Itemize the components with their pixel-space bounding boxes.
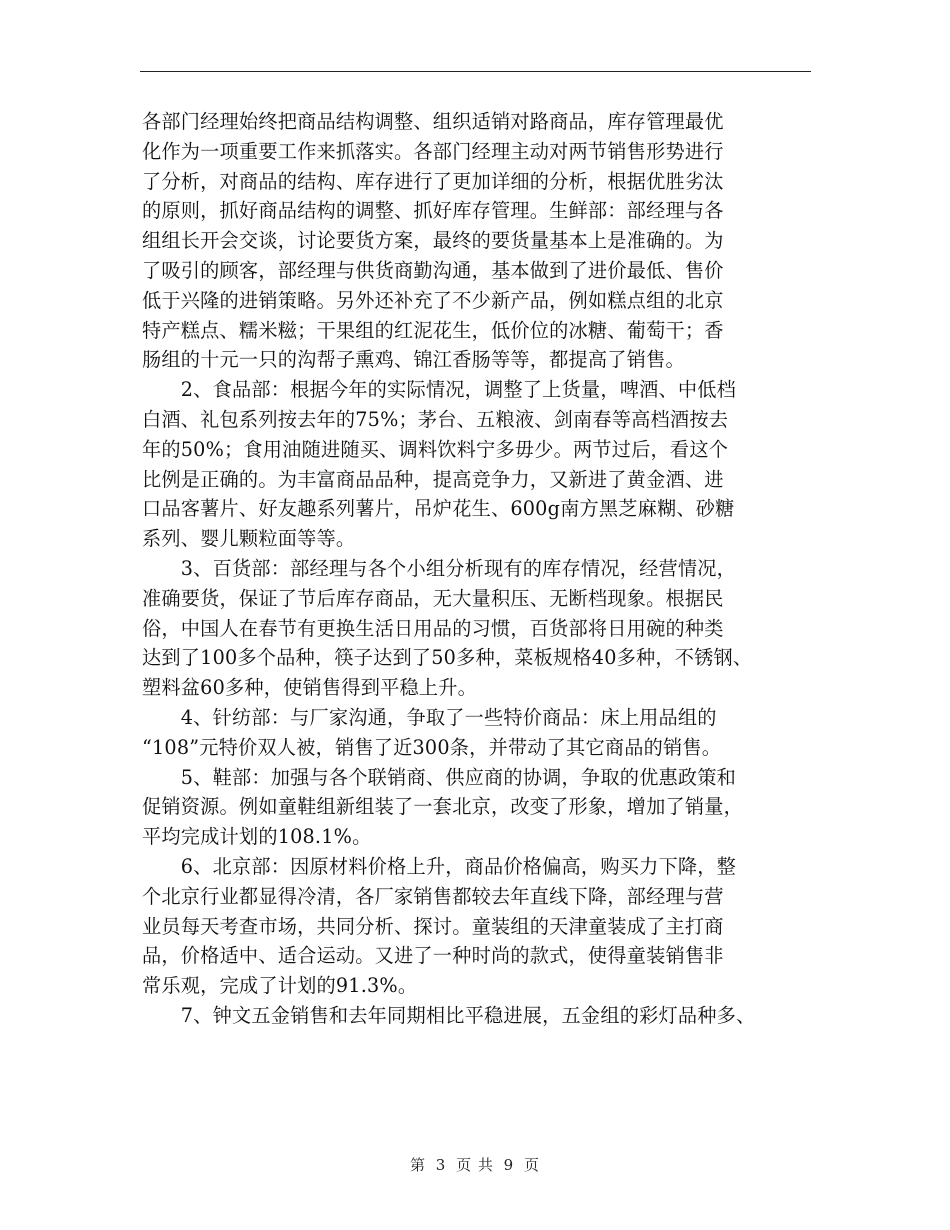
header-rule (140, 71, 811, 72)
text-line: 年的50%；食用油随进随买、调料饮料宁多毋少。两节过后，看这个 (142, 437, 729, 461)
text-line: 业员每天考查市场，共同分析、探讨。童装组的天津童装成了主打商 (142, 914, 724, 938)
text-line: 4、针纺部：与厂家沟通，争取了一些特价商品：床上用品组的 (142, 705, 717, 729)
text-line: 俗，中国人在春节有更换生活日用品的习惯，百货部将日用碗的种类 (142, 616, 724, 640)
page-total: 9 (503, 1156, 515, 1174)
text-line: 6、北京部：因原材料价格上升，商品价格偏高，购买力下降，整 (142, 854, 737, 878)
text-line: 7、钟文五金销售和去年同期相比平稳进展，五金组的彩灯品种多、 (142, 1003, 756, 1027)
text-line: 品，价格适中、适合运动。又进了一种时尚的款式，使得童装销售非 (142, 944, 724, 968)
text-line: 化作为一项重要工作来抓落实。各部门经理主动对两节销售形势进行 (142, 139, 724, 163)
text-line: 组组长开会交谈，讨论要货方案，最终的要货量基本上是准确的。为 (142, 229, 724, 253)
text-line: 2、食品部：根据今年的实际情况，调整了上货量，啤酒、中低档 (142, 378, 737, 402)
text-line: 特产糕点、糯米糍；干果组的红泥花生，低价位的冰糖、葡萄干；香 (142, 318, 724, 342)
text-line: 达到了100多个品种，筷子达到了50多种，菜板规格40多种，不锈钢、 (142, 646, 753, 670)
text-line: 低于兴隆的进销策略。另外还补充了不少新产品，例如糕点组的北京 (142, 288, 724, 312)
page-label-suffix: 页 (524, 1156, 541, 1174)
text-line: 常乐观，完成了计划的91.3%。 (142, 974, 418, 998)
text-line: 平均完成计划的108.1%。 (142, 825, 372, 849)
page-label-mid: 页 共 (456, 1156, 494, 1174)
text-line: 促销资源。例如童鞋组新组装了一套北京，改变了形象，增加了销量， (142, 795, 744, 819)
text-line: 准确要货，保证了节后库存商品，无大量积压、无断档现象。根据民 (142, 586, 724, 610)
text-line: 各部门经理始终把商品结构调整、组织适销对路商品，库存管理最优 (142, 110, 724, 133)
text-line: 个北京行业都显得冷清，各厂家销售都较去年直线下降，部经理与营 (142, 884, 724, 908)
text-line: 系列、婴儿颗粒面等等。 (142, 527, 356, 551)
page-current: 3 (435, 1156, 447, 1174)
text-line: 的原则，抓好商品结构的调整、抓好库存管理。生鲜部：部经理与各 (142, 199, 724, 223)
text-line: 5、鞋部：加强与各个联销商、供应商的协调，争取的优惠政策和 (142, 765, 737, 789)
text-line: 白酒、礼包系列按去年的75%；茅台、五粮液、剑南春等高档酒按去 (142, 407, 729, 431)
text-line: 比例是正确的。为丰富商品品种，提高竞争力，又新进了黄金酒、进 (142, 467, 724, 491)
text-line: 了吸引的顾客，部经理与供货商勤沟通，基本做到了进价最低、售价 (142, 258, 724, 282)
text-line: 3、百货部：部经理与各个小组分析现有的库存情况，经营情况， (142, 556, 737, 580)
text-line: “108”元特价双人被，销售了近300条，并带动了其它商品的销售。 (142, 735, 722, 759)
document-body (142, 107, 818, 1031)
page-label-prefix: 第 (409, 1156, 426, 1174)
text-line: 口品客薯片、好友趣系列薯片，吊炉花生、600g南方黑芝麻糊、砂糖 (142, 497, 735, 521)
text-line: 了分析，对商品的结构、库存进行了更加详细的分析，根据优胜劣汰 (142, 169, 724, 193)
text-line: 肠组的十元一只的沟帮子熏鸡、锦江香肠等等，都提高了销售。 (142, 348, 685, 372)
text-line: 塑料盆60多种，使销售得到平稳上升。 (142, 676, 478, 700)
page-footer (0, 1154, 950, 1175)
